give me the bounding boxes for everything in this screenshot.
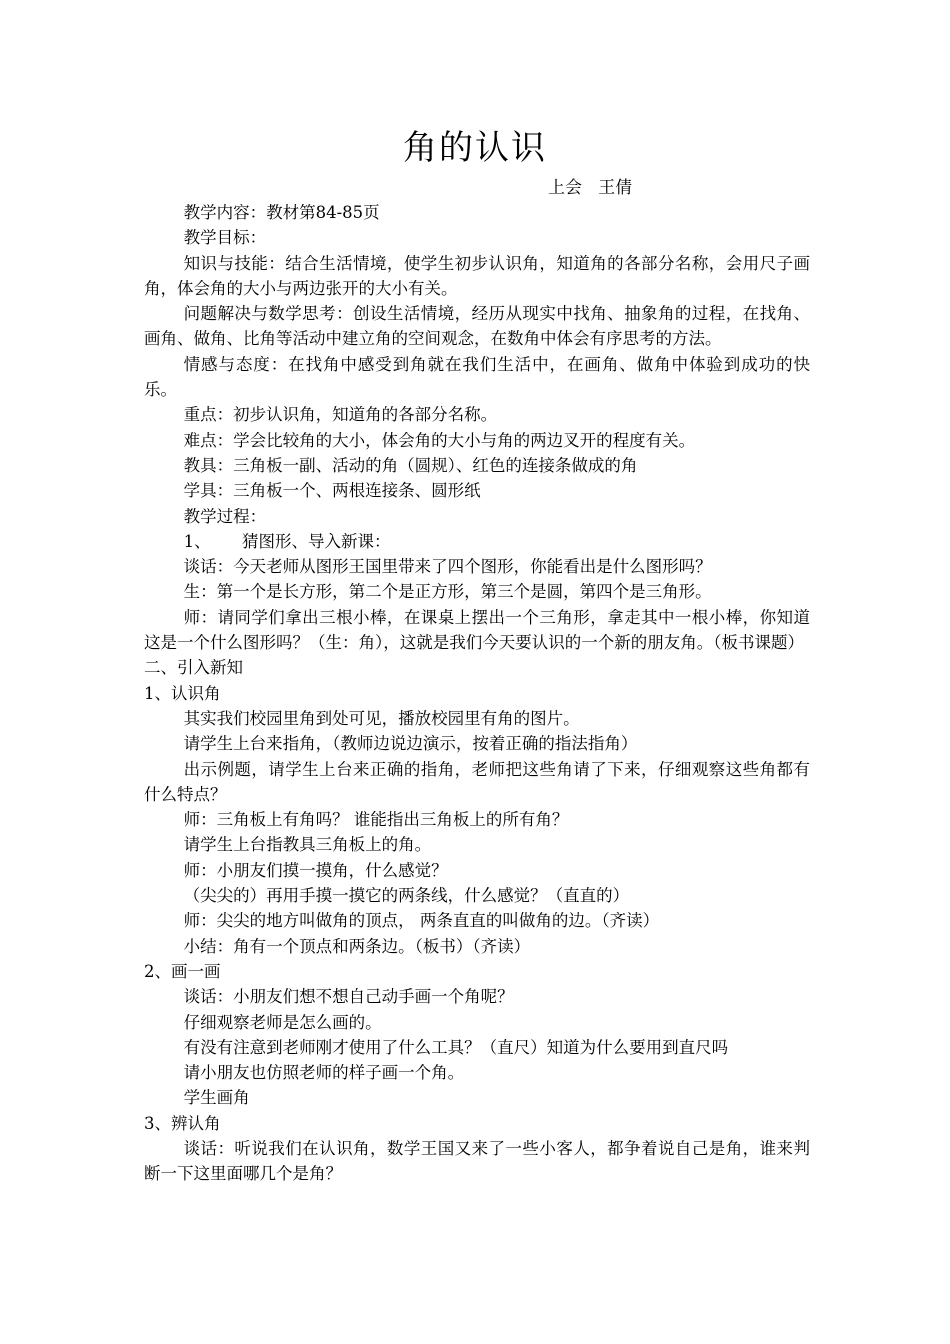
paragraph-teacher-4: 师：尖尖的地方叫做角的顶点， 两条直直的叫做角的边。（齐读） <box>183 911 660 931</box>
paragraph-learning-aids: 学具：三角板一个、两根连接条、圆形纸 <box>183 481 481 501</box>
paragraph-talk-2: 谈话：小朋友们想不想自己动手画一个角呢？ <box>183 987 514 1007</box>
paragraph-emotion-attitude: 情感与态度：在找角中感受到角就在我们生活中，在画角、做角中体验到成功的快乐。 <box>144 354 810 400</box>
paragraph-process-heading: 教学过程： <box>183 506 267 526</box>
paragraph-knowledge-skills: 知识与技能：结合生活情境，使学生初步认识角，知道角的各部分名称，会用尺子画角，体会角的大小与两边张开的大小有关。 <box>144 253 810 298</box>
paragraph-teacher-3: 师：小朋友们摸一摸角，什么感觉？ <box>183 860 448 880</box>
paragraph-key-point: 重点：初步认识角，知道角的各部分名称。 <box>183 405 498 425</box>
subsection-heading-2: 2、画一画 <box>144 961 221 981</box>
paragraph-tool: 有没有注意到老师刚才使用了什么工具？（直尺）知道为什么要用到直尺吗 <box>183 1037 729 1057</box>
paragraph-talk-1: 谈话：今天老师从图形王国里带来了四个图形，你能看出是什么图形吗？ <box>183 557 712 577</box>
paragraph-difficult-point: 难点：学会比较角的大小，体会角的大小与角的两边叉开的程度有关。 <box>183 430 696 450</box>
paragraph-student-draw: 学生画角 <box>183 1088 250 1108</box>
paragraph-talk-3: 谈话：听说我们在认识角，数学王国又来了一些小客人，都争着说自己是角，谁来判断一下这里面哪几个是角？ <box>144 1138 810 1184</box>
paragraph-teacher-1: 师：请同学们拿出三根小棒，在课桌上摆出一个三角形，拿走其中一根小棒，你知道这是一个什么图形吗？（生：角），这就是我们今天要认识的一个新的朋友角。（板书课题） <box>144 607 810 653</box>
document-body <box>144 200 810 1187</box>
paragraph-summary: 小结：角有一个顶点和两条边。（板书）（齐读） <box>183 936 531 956</box>
section-heading-2: 二、引入新知 <box>144 658 243 678</box>
author-line: 上会 王倩 <box>548 178 633 198</box>
paragraph-content: 教学内容：教材第84-85页 <box>183 203 380 222</box>
paragraph-campus-angles: 其实我们校园里角到处可见，播放校园里有角的图片。 <box>183 708 580 728</box>
paragraph-imitate: 请小朋友也仿照老师的样子画一个角。 <box>183 1063 465 1083</box>
paragraph-teacher-2: 师：三角板上有角吗？ 谁能指出三角板上的所有角？ <box>183 810 569 830</box>
paragraph-observe: 仔细观察老师是怎么画的。 <box>183 1012 382 1032</box>
subsection-heading-3: 3、辨认角 <box>144 1113 221 1133</box>
paragraph-point-angle: 请学生上台来指角，（教师边说边演示，按着正确的指法指角） <box>183 734 638 754</box>
paragraph-student-point: 请学生上台指教具三角板上的角。 <box>183 835 432 855</box>
paragraph-sharp-straight: （尖尖的）再用手摸一摸它的两条线，什么感觉？（直直的） <box>183 886 630 906</box>
paragraph-step-1: 1、 猜图形、导入新课： <box>183 531 391 551</box>
paragraph-example: 出示例题，请学生上台来正确的指角，老师把这些角请了下来，仔细观察这些角都有什么特点？ <box>144 759 810 804</box>
document-title: 角的认识 <box>403 128 547 168</box>
paragraph-objectives-heading: 教学目标： <box>183 228 267 248</box>
paragraph-teaching-aids: 教具：三角板一副、活动的角（圆规）、红色的连接条做成的角 <box>183 455 638 475</box>
paragraph-problem-solving: 问题解决与数学思考：创设生活情境，经历从现实中找角、抽象角的过程，在找角、画角、做角、比角等活动中建立角的空间观念，在数角中体会有序思考的方法。 <box>144 304 810 349</box>
subsection-heading-1: 1、认识角 <box>144 683 221 703</box>
paragraph-student-1: 生：第一个是长方形，第二个是正方形，第三个是圆，第四个是三角形。 <box>183 582 712 602</box>
